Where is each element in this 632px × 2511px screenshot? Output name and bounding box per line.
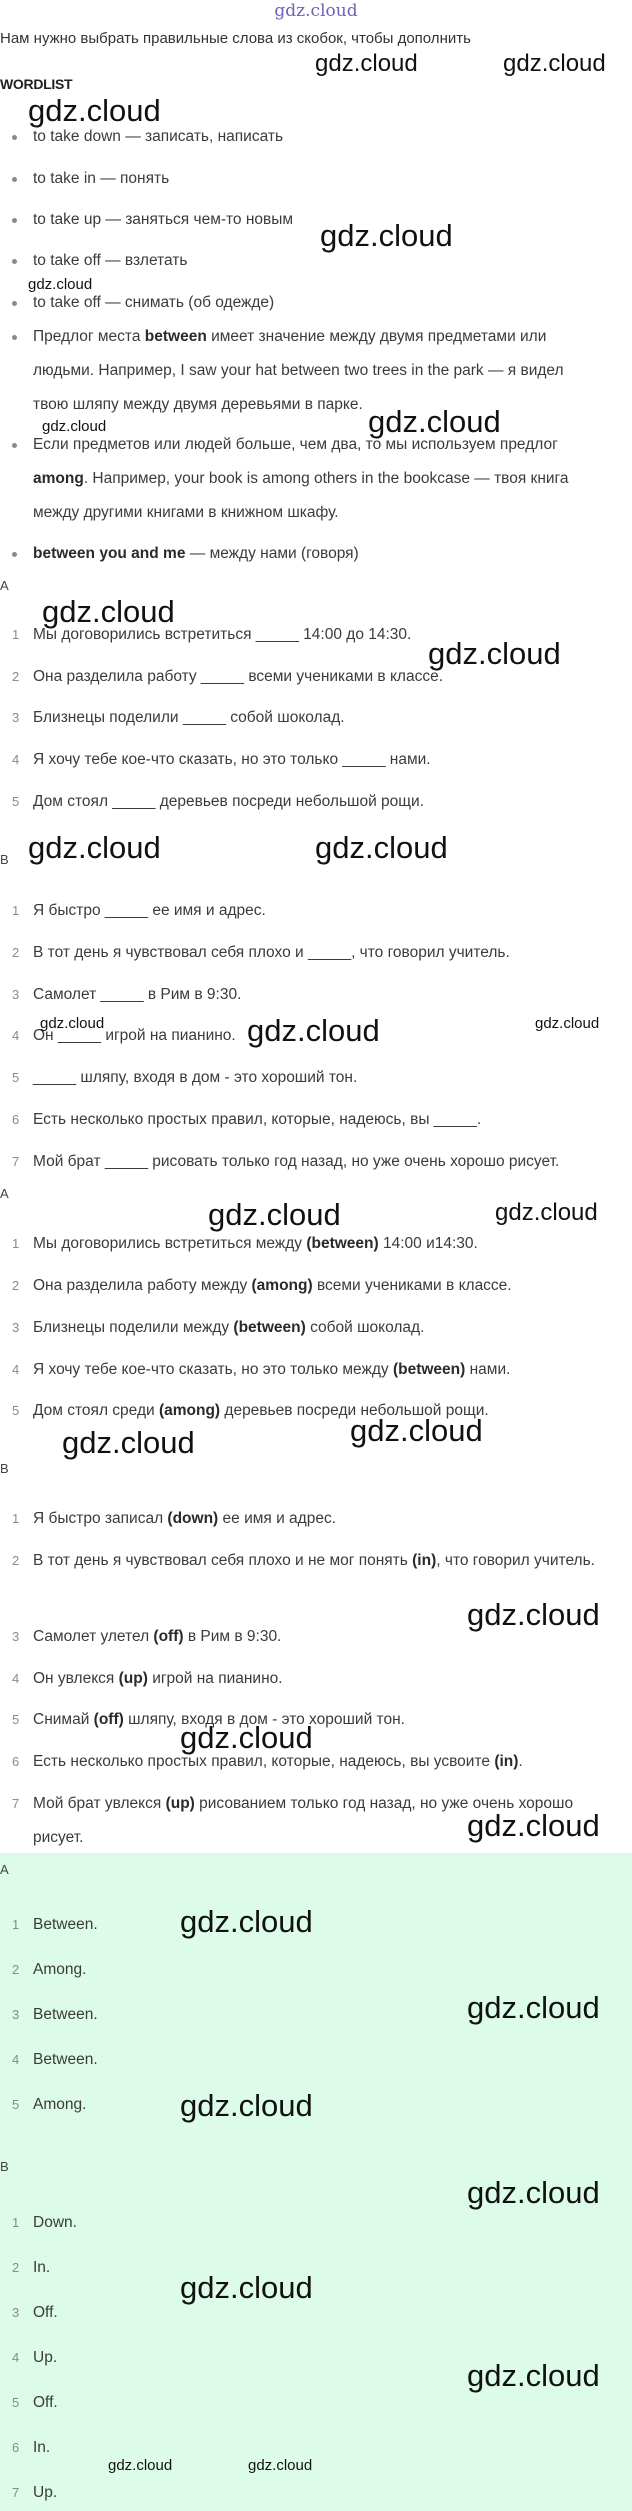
bullet-dot bbox=[12, 301, 17, 306]
watermark: gdz.cloud bbox=[467, 1808, 600, 1843]
watermark: gdz.cloud bbox=[467, 1990, 600, 2025]
exercise-b-item: 7 Мой брат _____ рисовать только год назад, но уже очень хорошо рисует. bbox=[12, 1153, 560, 1170]
exercise-b-item: 6 Есть несколько простых правил, которые, надеюсь, вы _____. bbox=[12, 1111, 482, 1128]
wordlist-item-between: Предлог места between имеет значение между двумя предметами или людьми. Например, I saw your hat between two trees in the park — я видел твою шляпу между двумя деревьями в парке. bbox=[0, 320, 600, 422]
answer-b-item: 7 Up. bbox=[12, 2484, 58, 2501]
watermark: gdz.cloud bbox=[42, 594, 175, 629]
section-letter-a: A bbox=[0, 578, 9, 593]
bullet-dot bbox=[12, 135, 17, 140]
answer-a-item: 5 Among. bbox=[12, 2096, 87, 2113]
filled-b-item: 1 Я быстро записал (down) ее имя и адрес. bbox=[12, 1510, 337, 1527]
answer-a-item: 1 Between. bbox=[12, 1916, 98, 1933]
watermark: gdz.cloud bbox=[467, 2175, 600, 2210]
watermark: gdz.cloud bbox=[180, 1904, 313, 1939]
bullet-dot bbox=[12, 552, 17, 557]
watermark: gdz.cloud bbox=[40, 1015, 105, 1032]
filled-b-item: 4 Он увлекся (up) игрой на пианино. bbox=[12, 1670, 283, 1687]
watermark: gdz.cloud bbox=[320, 218, 453, 253]
answer-a-item: 3 Between. bbox=[12, 2006, 98, 2023]
wordlist-item: to take up — заняться чем-то новым bbox=[0, 203, 600, 237]
intro-text: Нам нужно выбрать правильные слова из скобок, чтобы дополнить bbox=[0, 30, 471, 47]
watermark: gdz.cloud bbox=[42, 418, 107, 435]
wordlist-item-among: Если предметов или людей больше, чем два, то мы используем предлог among. Например, your book is among others in the bookcase — твоя книга между другими книгами в книжном шкафу. bbox=[0, 428, 600, 530]
section-letter-filled-b: B bbox=[0, 1461, 9, 1476]
exercise-b-item: 2 В тот день я чувствовал себя плохо и _____, что говорил учитель. bbox=[12, 944, 510, 961]
watermark: gdz.cloud bbox=[62, 1425, 195, 1460]
wordlist-item: to take off — взлетать bbox=[0, 244, 600, 278]
exercise-a-item: 2 Она разделила работу _____ всеми учениками в классе. bbox=[12, 668, 444, 685]
watermark: gdz.cloud bbox=[535, 1015, 600, 1032]
exercise-b-item: 3 Самолет _____ в Рим в 9:30. bbox=[12, 986, 242, 1003]
section-letter-answers-a: A bbox=[0, 1862, 9, 1877]
answer-b-item: 6 In. bbox=[12, 2439, 51, 2456]
answer-a-item: 4 Between. bbox=[12, 2051, 98, 2068]
section-letter-filled-a: A bbox=[0, 1186, 9, 1201]
filled-b-item: 3 Самолет улетел (off) в Рим в 9:30. bbox=[12, 1628, 282, 1645]
exercise-a-item: 1 Мы договорились встретиться _____ 14:00 до 14:30. bbox=[12, 626, 412, 643]
watermark: gdz.cloud bbox=[495, 1199, 598, 1226]
watermark: gdz.cloud bbox=[368, 404, 501, 439]
wordlist-item: to take off — снимать (об одежде) bbox=[0, 286, 600, 320]
filled-a-item: 2 Она разделила работу между (among) всеми учениками в классе. bbox=[12, 1277, 512, 1294]
filled-a-item: 3 Близнецы поделили между (between) собой шоколад. bbox=[12, 1319, 425, 1336]
filled-a-item: 4 Я хочу тебе кое-что сказать, но это только между (between) нами. bbox=[12, 1361, 511, 1378]
watermark: gdz.cloud bbox=[428, 636, 561, 671]
bullet-dot bbox=[12, 335, 17, 340]
exercise-a-item: 3 Близнецы поделили _____ собой шоколад. bbox=[12, 709, 345, 726]
answer-b-item: 3 Off. bbox=[12, 2304, 58, 2321]
wordlist-title: WORDLIST bbox=[0, 76, 73, 92]
watermark: gdz.cloud bbox=[180, 1720, 313, 1755]
bullet-dot bbox=[12, 177, 17, 182]
wordlist-item: to take down — записать, написать bbox=[0, 120, 600, 154]
watermark: gdz.cloud bbox=[208, 1197, 341, 1232]
answer-b-item: 2 In. bbox=[12, 2259, 51, 2276]
exercise-b-item: 4 Он _____ игрой на пианино. bbox=[12, 1027, 236, 1044]
wordlist-item-between-you-and-me: between you and me — между нами (говоря) bbox=[0, 537, 600, 571]
watermark: gdz.cloud bbox=[28, 830, 161, 865]
watermark: gdz.cloud bbox=[180, 2270, 313, 2305]
exercise-b-item: 1 Я быстро _____ ее имя и адрес. bbox=[12, 902, 266, 919]
watermark: gdz.cloud bbox=[467, 1597, 600, 1632]
wordlist-item: to take in — понять bbox=[0, 162, 600, 196]
watermark: gdz.cloud bbox=[248, 2457, 313, 2474]
filled-a-item: 1 Мы договорились встретиться между (between) 14:00 и14:30. bbox=[12, 1235, 478, 1252]
filled-b-item: 2 В тот день я чувствовал себя плохо и не мог понять (in), что говорил учитель. bbox=[12, 1552, 595, 1569]
filled-b-item: 7 Мой брат увлекся (up) рисованием только год назад, но уже очень хорошо рисует. bbox=[12, 1795, 574, 1846]
filled-a-item: 5 Дом стоял среди (among) деревьев посреди небольшой рощи. bbox=[12, 1402, 489, 1419]
watermark: gdz.cloud bbox=[503, 50, 606, 77]
section-letter-answers-b: B bbox=[0, 2159, 9, 2174]
watermark: gdz.cloud bbox=[467, 2358, 600, 2393]
watermark: gdz.cloud bbox=[108, 2457, 173, 2474]
exercise-a-item: 4 Я хочу тебе кое-что сказать, но это только _____ нами. bbox=[12, 751, 431, 768]
watermark: gdz.cloud bbox=[350, 1413, 483, 1448]
answer-b-item: 4 Up. bbox=[12, 2349, 58, 2366]
filled-b-item: 5 Снимай (off) шляпу, входя в дом - это хороший тон. bbox=[12, 1711, 405, 1728]
bullet-dot bbox=[12, 259, 17, 264]
answer-b-item: 5 Off. bbox=[12, 2394, 58, 2411]
filled-b-item: 6 Есть несколько простых правил, которые, надеюсь, вы усвоите (in). bbox=[12, 1753, 523, 1770]
watermark: gdz.cloud bbox=[28, 276, 93, 293]
watermark: gdz.cloud bbox=[28, 93, 161, 128]
bullet-dot bbox=[12, 218, 17, 223]
watermark: gdz.cloud bbox=[247, 1013, 380, 1048]
exercise-a-item: 5 Дом стоял _____ деревьев посреди небольшой рощи. bbox=[12, 793, 425, 810]
answer-b-item: 1 Down. bbox=[12, 2214, 77, 2231]
site-logo[interactable]: gdz.cloud bbox=[274, 1, 358, 21]
answer-a-item: 2 Among. bbox=[12, 1961, 87, 1978]
watermark: gdz.cloud bbox=[315, 830, 448, 865]
watermark: gdz.cloud bbox=[315, 50, 418, 77]
bullet-dot bbox=[12, 443, 17, 448]
section-letter-b: B bbox=[0, 852, 9, 867]
watermark: gdz.cloud bbox=[180, 2088, 313, 2123]
exercise-b-item: 5 _____ шляпу, входя в дом - это хороший тон. bbox=[12, 1069, 358, 1086]
